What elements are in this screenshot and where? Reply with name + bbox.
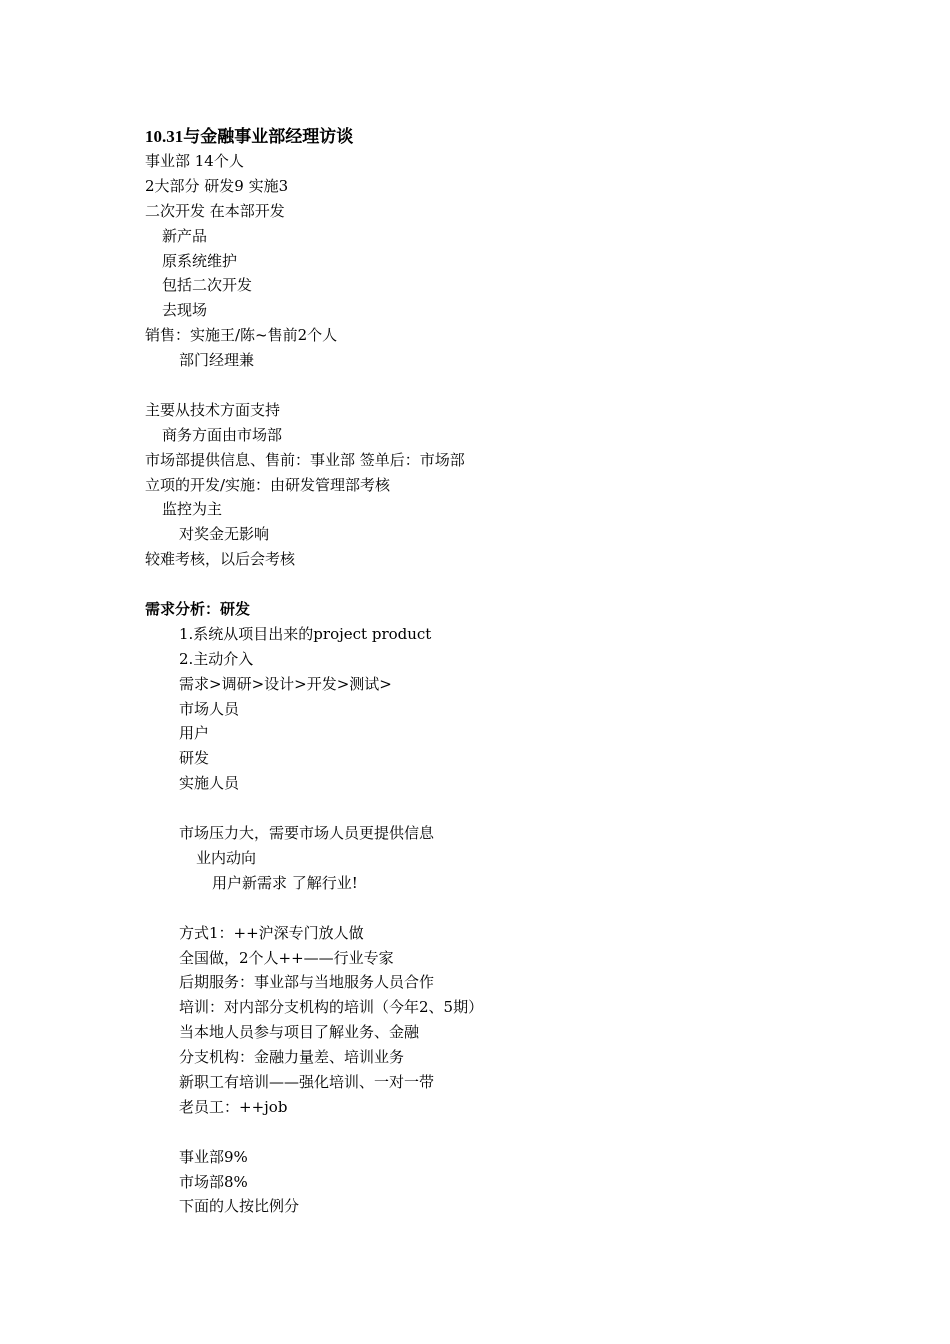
text-line: 后期服务：事业部与当地服务人员合作 (179, 973, 435, 992)
text-line: 二次开发 在本部开发 (145, 201, 285, 220)
text-line: 销售：实施王/陈~售前2个人 (145, 326, 338, 345)
text-line: 监控为主 (162, 500, 223, 519)
text-line: 实施人员 (179, 774, 240, 793)
blank-line (145, 796, 865, 821)
blank-line (145, 373, 865, 398)
text-line: 分支机构：金融力量差、培训业务 (179, 1048, 405, 1067)
document-title: 10.31与金融事业部经理访谈 (145, 127, 354, 146)
text-line: 市场压力大，需要市场人员更提供信息 (179, 824, 435, 843)
blank-line (145, 896, 865, 921)
text-line: 市场人员 (179, 699, 240, 718)
text-line: 较难考核，以后会考核 (145, 550, 296, 569)
text-line: 市场部8% (179, 1172, 248, 1191)
text-line: 2.主动介入 (179, 649, 254, 668)
text-line: 业内动向 (196, 848, 257, 867)
section-heading: 需求分析：研发 (145, 600, 251, 619)
blank-line (145, 572, 865, 597)
text-line: 用户 (179, 724, 210, 743)
text-line: 部门经理兼 (179, 351, 255, 370)
text-line: 方式1：++沪深专门放人做 (179, 923, 364, 942)
text-line: 当本地人员参与项目了解业务、金融 (179, 1023, 420, 1042)
text-line: 去现场 (162, 301, 208, 320)
text-line: 研发 (179, 749, 210, 768)
text-line: 事业部 14个人 (145, 152, 244, 170)
text-line: 市场部提供信息、售前：事业部 签单后：市场部 (145, 450, 465, 469)
text-line: 新职工有培训——强化培训、一对一带 (179, 1072, 435, 1091)
text-line: 用户新需求 了解行业! (212, 873, 358, 892)
text-line: 商务方面由市场部 (162, 425, 283, 444)
text-line: 主要从技术方面支持 (145, 400, 281, 419)
text-line: 培训：对内部分支机构的培训（今年2、5期） (179, 998, 484, 1017)
text-line: 老员工：++job (179, 1097, 288, 1116)
text-line: 原系统维护 (162, 251, 238, 270)
text-line: 全国做，2个人++——行业专家 (179, 948, 394, 967)
text-line: 对奖金无影响 (179, 525, 270, 544)
text-line: 下面的人按比例分 (179, 1197, 300, 1216)
document-page (145, 125, 865, 1219)
text-line: 新产品 (162, 226, 208, 245)
text-line: 2大部分 研发9 实施3 (145, 176, 289, 195)
text-line: 立项的开发/实施：由研发管理部考核 (145, 475, 391, 494)
text-line: 1.系统从项目出来的project product (179, 624, 432, 643)
text-line: 包括二次开发 (162, 276, 253, 295)
text-line: 事业部9% (179, 1147, 248, 1166)
blank-line (145, 1120, 865, 1145)
text-line: 需求>调研>设计>开发>测试> (179, 674, 392, 693)
